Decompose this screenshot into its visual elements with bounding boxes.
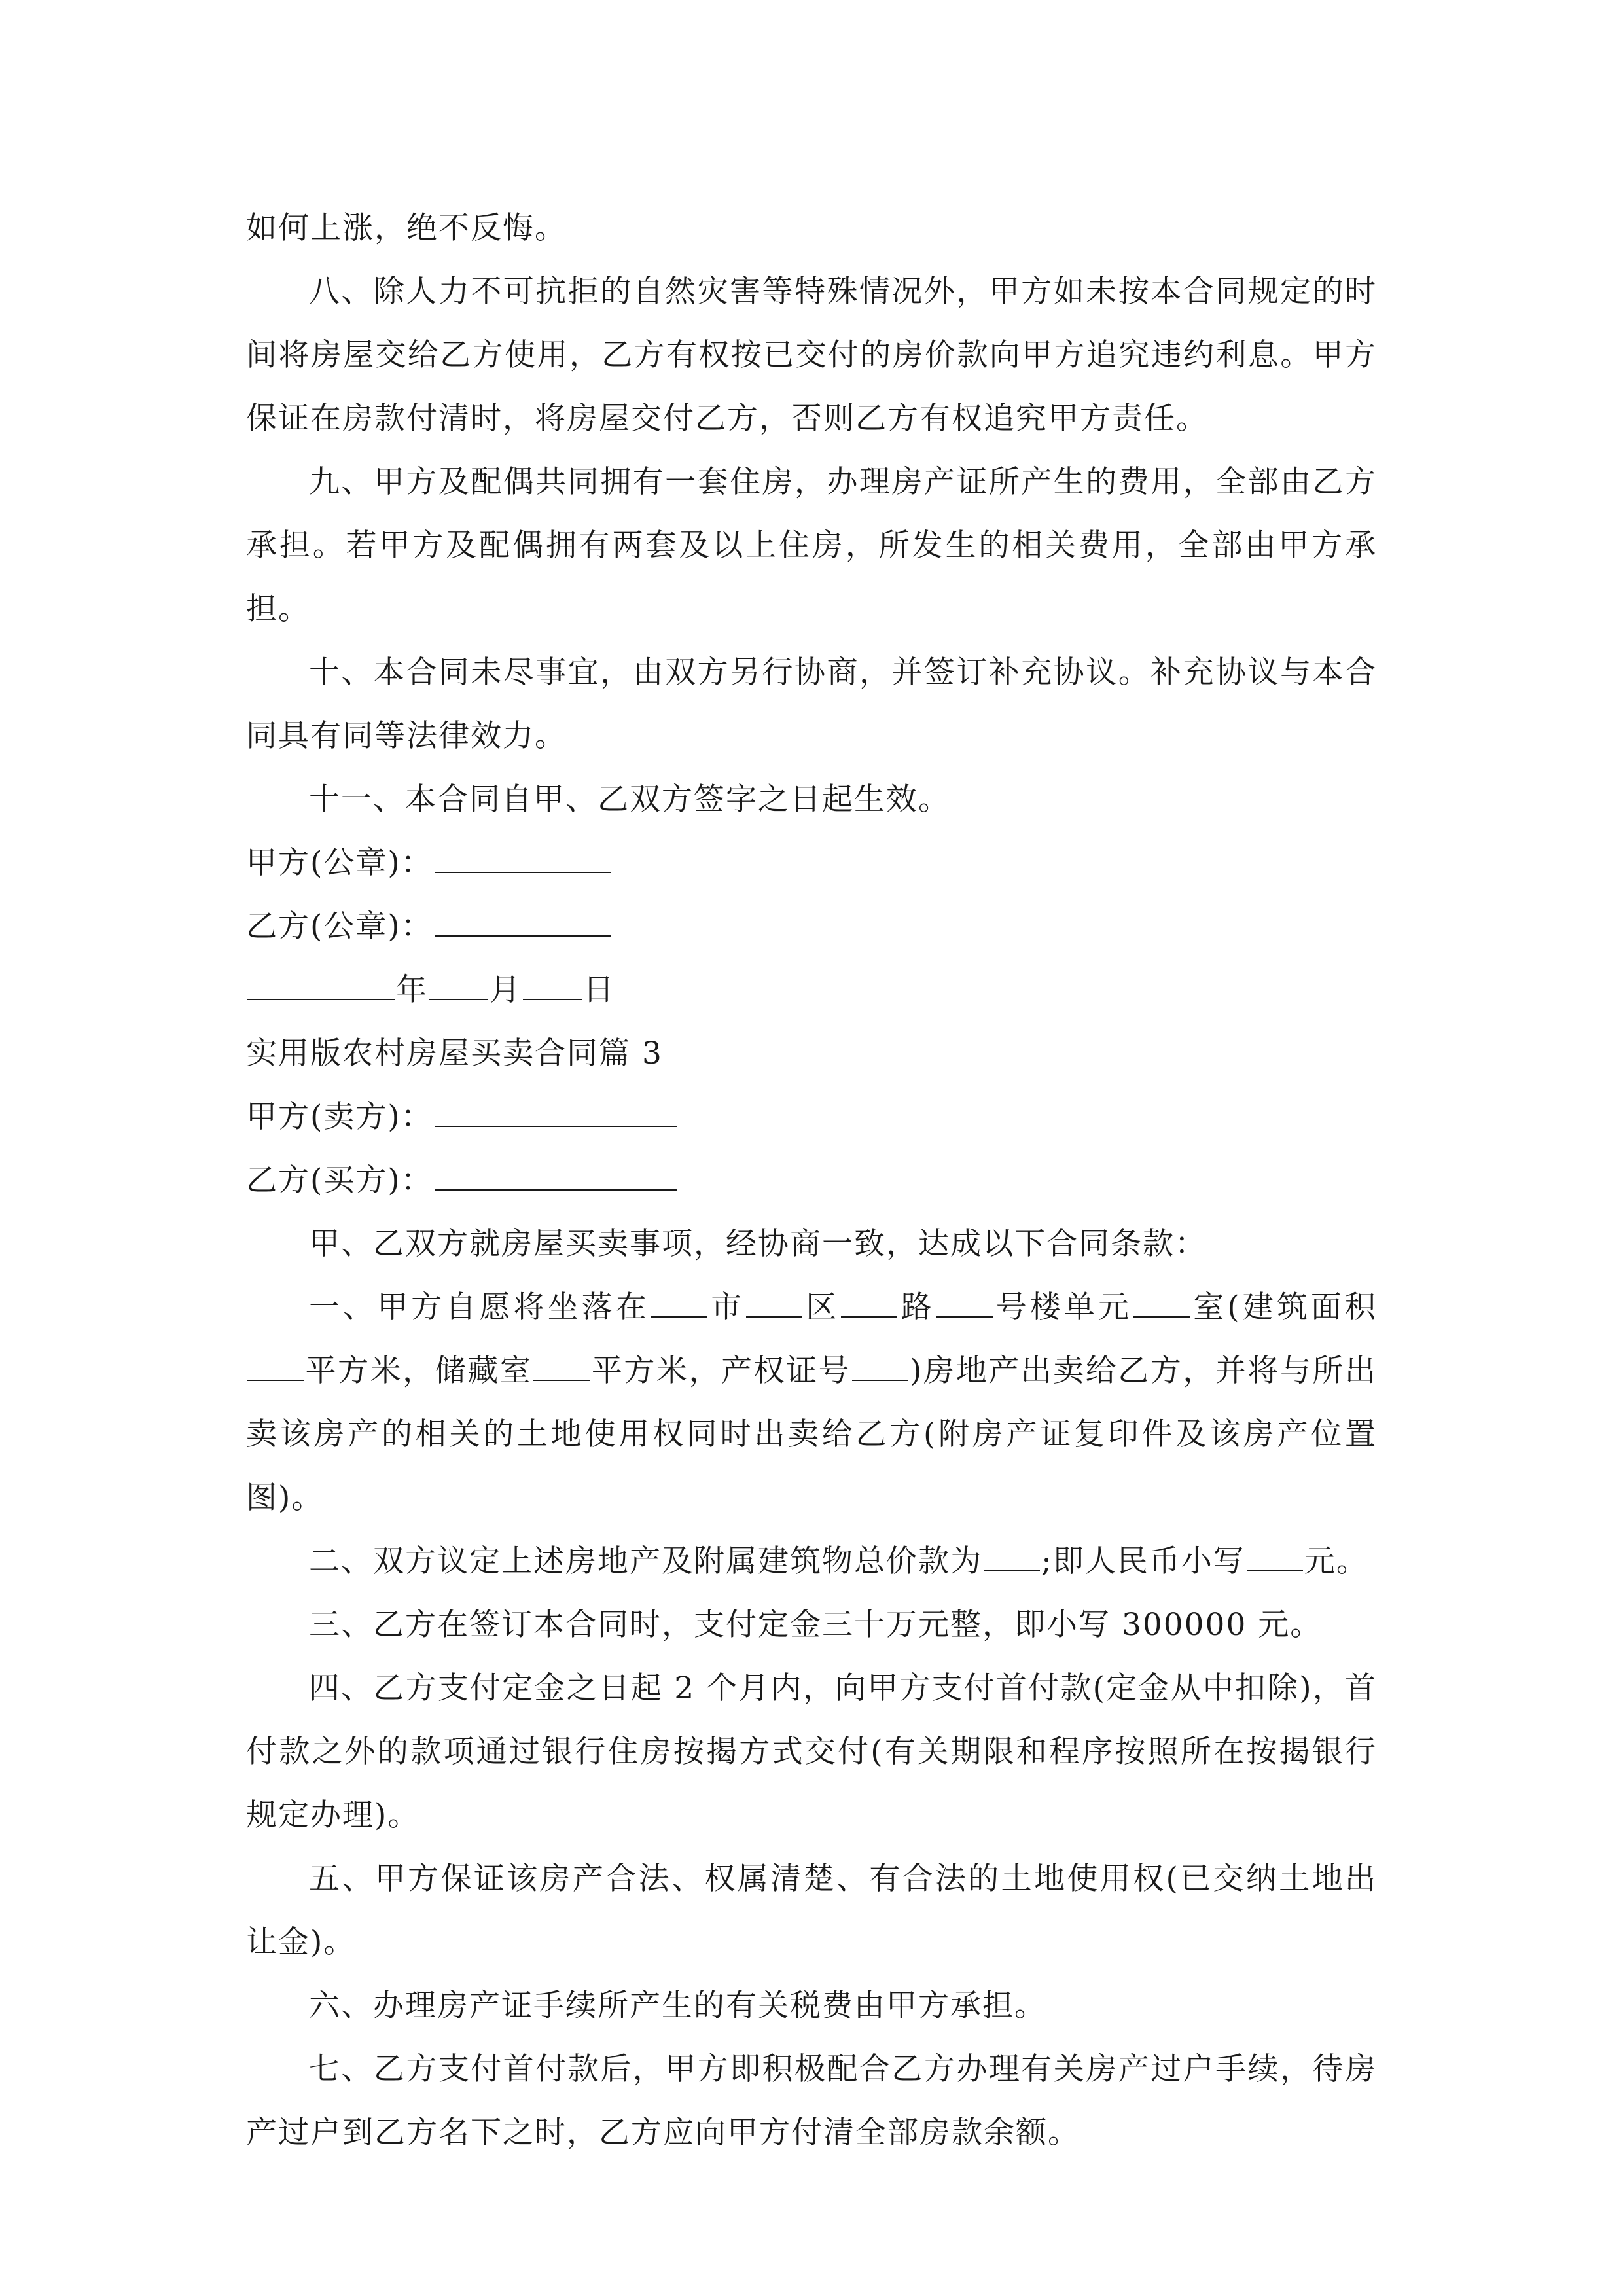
- price-figure-blank: [1247, 1541, 1303, 1571]
- date-day-blank: [523, 970, 582, 1000]
- continuation-text: 如何上涨，绝不反悔。: [246, 210, 567, 246]
- clause-1: [246, 1276, 1377, 1530]
- clause-2-part: 元。: [1304, 1543, 1368, 1579]
- clause-11: 十一、本合同自甲、乙双方签字之日起生效。: [309, 781, 950, 817]
- clause-8: 八、除人力不可抗拒的自然灾害等特殊情况外，甲方如未按本合同规定的时间将房屋交给乙方使用，乙方有权按已交付的房价款向甲方追究违约利息。甲方保证在房款付清时，将房屋交付乙方，否则乙方有权追究甲方责任。: [246, 274, 1377, 437]
- clause-4: 四、乙方支付定金之日起 2 个月内，向甲方支付首付款(定金从中扣除)，首付款之外的款项通过银行住房按揭方式交付(有关期限和程序按照所在按揭银行规定办理)。: [246, 1670, 1377, 1833]
- clause-1-part: )房地产出卖给乙方，并将与所出卖该房产的相关的土地使用权同时出卖给乙方(附房产证复印件及该房产位置图)。: [246, 1353, 1378, 1516]
- district-blank: [746, 1287, 802, 1318]
- signature-party-a-blank: [435, 843, 611, 873]
- clause-1-part: 一、甲方自愿将坐落在: [309, 1289, 650, 1325]
- clause-2: [246, 1530, 1377, 1593]
- date-year-label: 年: [396, 972, 428, 1008]
- date-day-label: 日: [583, 972, 615, 1008]
- building-blank: [936, 1287, 993, 1318]
- intro-text: 甲、乙双方就房屋买卖事项，经协商一致，达成以下合同条款：: [309, 1226, 1207, 1262]
- clause-1-part: 区: [804, 1289, 840, 1325]
- signature-party-a-label: 甲方(公章)：: [246, 845, 433, 881]
- party-b-blank: [435, 1160, 677, 1191]
- document-body: [246, 196, 1377, 2164]
- clause-1-part: 市: [708, 1289, 745, 1325]
- city-blank: [651, 1287, 707, 1318]
- certificate-no-blank: [852, 1351, 908, 1381]
- section-title: 实用版农村房屋买卖合同篇 3: [246, 1035, 663, 1071]
- signature-party-b: [246, 895, 1377, 958]
- area-blank: [247, 1351, 304, 1381]
- clause-1-part: 平方米，产权证号: [591, 1353, 851, 1389]
- party-a-blank: [435, 1097, 677, 1127]
- signature-party-b-label: 乙方(公章)：: [246, 908, 433, 944]
- clause-3: 三、乙方在签订本合同时，支付定金三十万元整，即小写 300000 元。: [309, 1607, 1323, 1643]
- clause-7: 七、乙方支付首付款后，甲方即积极配合乙方办理有关房产过户手续，待房产过户到乙方名下之时，乙方应向甲方付清全部房款余额。: [246, 2051, 1377, 2151]
- clause-9: 九、甲方及配偶共同拥有一套住房，办理房产证所产生的费用，全部由乙方承担。若甲方及配偶拥有两套及以上住房，所发生的相关费用，全部由甲方承担。: [246, 464, 1377, 627]
- total-price-blank: [984, 1541, 1040, 1571]
- clause-1-part: 平方米，储藏室: [305, 1353, 533, 1389]
- party-a-label: 甲方(卖方)：: [246, 1099, 433, 1135]
- clause-1-part: 室(建筑面积: [1191, 1289, 1378, 1325]
- date-month-label: 月: [490, 972, 522, 1008]
- clause-1-part: 路: [899, 1289, 935, 1325]
- clause-1-part: 号楼单元: [993, 1289, 1133, 1325]
- clause-2-part: 二、双方议定上述房地产及附属建筑物总价款为: [309, 1543, 982, 1579]
- road-blank: [841, 1287, 897, 1318]
- clause-10: 十、本合同未尽事宜，由双方另行协商，并签订补充协议。补充协议与本合同具有同等法律效力。: [246, 655, 1377, 754]
- party-b-label: 乙方(买方)：: [246, 1162, 433, 1198]
- date-line: [246, 958, 1377, 1022]
- date-year-blank: [247, 970, 395, 1000]
- room-blank: [1133, 1287, 1190, 1318]
- party-b-line: [246, 1149, 1377, 1212]
- party-a-line: [246, 1085, 1377, 1149]
- clause-5: 五、甲方保证该房产合法、权属清楚、有合法的土地使用权(已交纳土地出让金)。: [246, 1861, 1377, 1960]
- date-month-blank: [429, 970, 488, 1000]
- clause-2-part: ;即人民币小写: [1041, 1543, 1245, 1579]
- signature-party-b-blank: [435, 906, 611, 937]
- storage-area-blank: [533, 1351, 590, 1381]
- clause-6: 六、办理房产证手续所产生的有关税费由甲方承担。: [309, 1988, 1046, 2024]
- signature-party-a: [246, 831, 1377, 895]
